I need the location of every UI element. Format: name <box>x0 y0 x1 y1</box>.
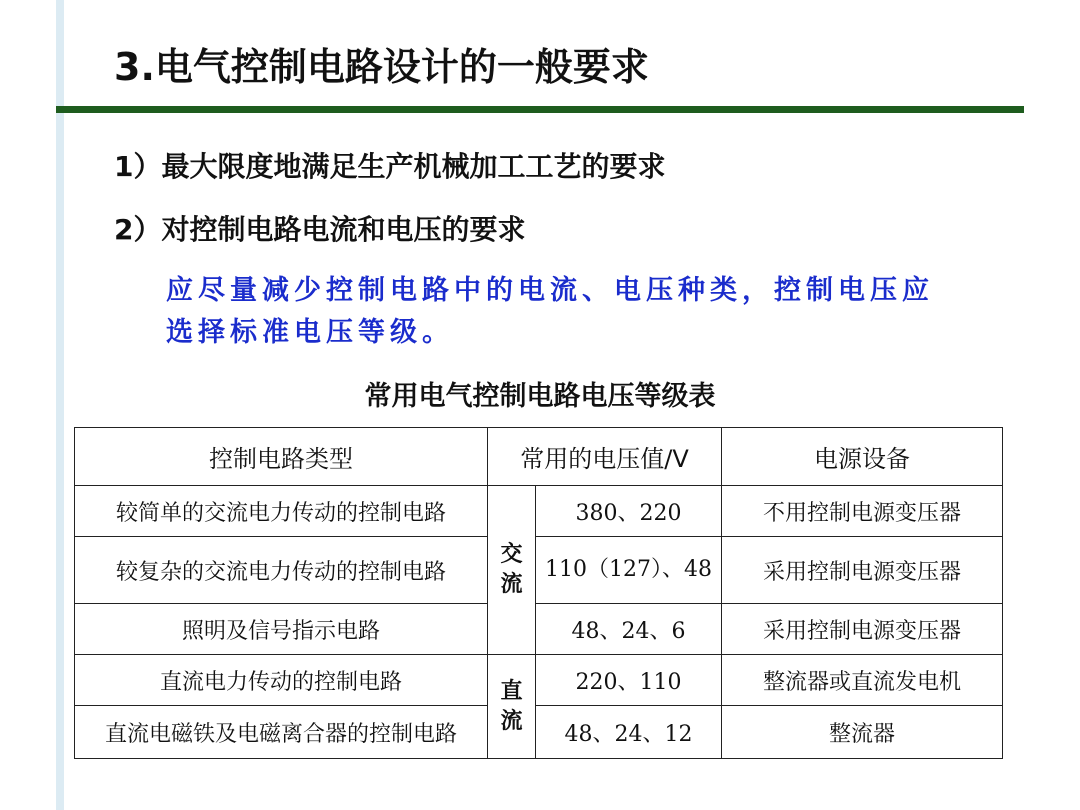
voltage-cell: 48、24、6 <box>536 604 722 655</box>
device-cell: 采用控制电源变压器 <box>722 604 1003 655</box>
dc-label-cell <box>488 655 536 759</box>
table-row <box>75 537 1003 604</box>
header-voltage: 常用的电压值/V <box>488 428 722 486</box>
ac-label-char: 交 <box>500 542 523 567</box>
header-circuit-type: 控制电路类型 <box>75 428 488 486</box>
circuit-type-cell: 直流电力传动的控制电路 <box>75 655 488 706</box>
circuit-type-cell: 较复杂的交流电力传动的控制电路 <box>75 537 488 604</box>
voltage-cell: 380、220 <box>536 486 722 537</box>
voltage-note-line: 应尽量减少控制电路中的电流、电压种类，控制电压应 <box>166 275 934 306</box>
device-cell: 采用控制电源变压器 <box>722 537 1003 604</box>
slide-title: 3.电气控制电路设计的一般要求 <box>114 45 649 89</box>
ac-label-char: 流 <box>500 572 523 597</box>
voltage-cell: 220、110 <box>536 655 722 706</box>
requirement-2: 2）对控制电路电流和电压的要求 <box>114 213 526 246</box>
voltage-level-table <box>74 427 1003 759</box>
ac-label-cell <box>488 486 536 655</box>
table-row <box>75 655 1003 706</box>
table-header-row <box>75 428 1003 486</box>
title-divider <box>56 106 1024 113</box>
device-cell: 不用控制电源变压器 <box>722 486 1003 537</box>
circuit-type-cell: 照明及信号指示电路 <box>75 604 488 655</box>
header-power-device: 电源设备 <box>722 428 1003 486</box>
dc-label-char: 流 <box>500 708 523 734</box>
requirement-1: 1）最大限度地满足生产机械加工工艺的要求 <box>114 150 666 183</box>
table-row <box>75 486 1003 537</box>
circuit-type-cell: 较简单的交流电力传动的控制电路 <box>75 486 488 537</box>
table-row <box>75 604 1003 655</box>
voltage-cell: 110（127）、48 <box>536 537 722 604</box>
device-cell: 整流器 <box>722 706 1003 759</box>
device-cell: 整流器或直流发电机 <box>722 655 1003 706</box>
dc-label-char: 直 <box>500 678 523 704</box>
table-row <box>75 706 1003 759</box>
voltage-note <box>166 270 966 354</box>
table-caption: 常用电气控制电路电压等级表 <box>364 381 716 412</box>
voltage-note-line: 选择标准电压等级。 <box>166 317 454 348</box>
circuit-type-cell: 直流电磁铁及电磁离合器的控制电路 <box>75 706 488 759</box>
voltage-cell: 48、24、12 <box>536 706 722 759</box>
